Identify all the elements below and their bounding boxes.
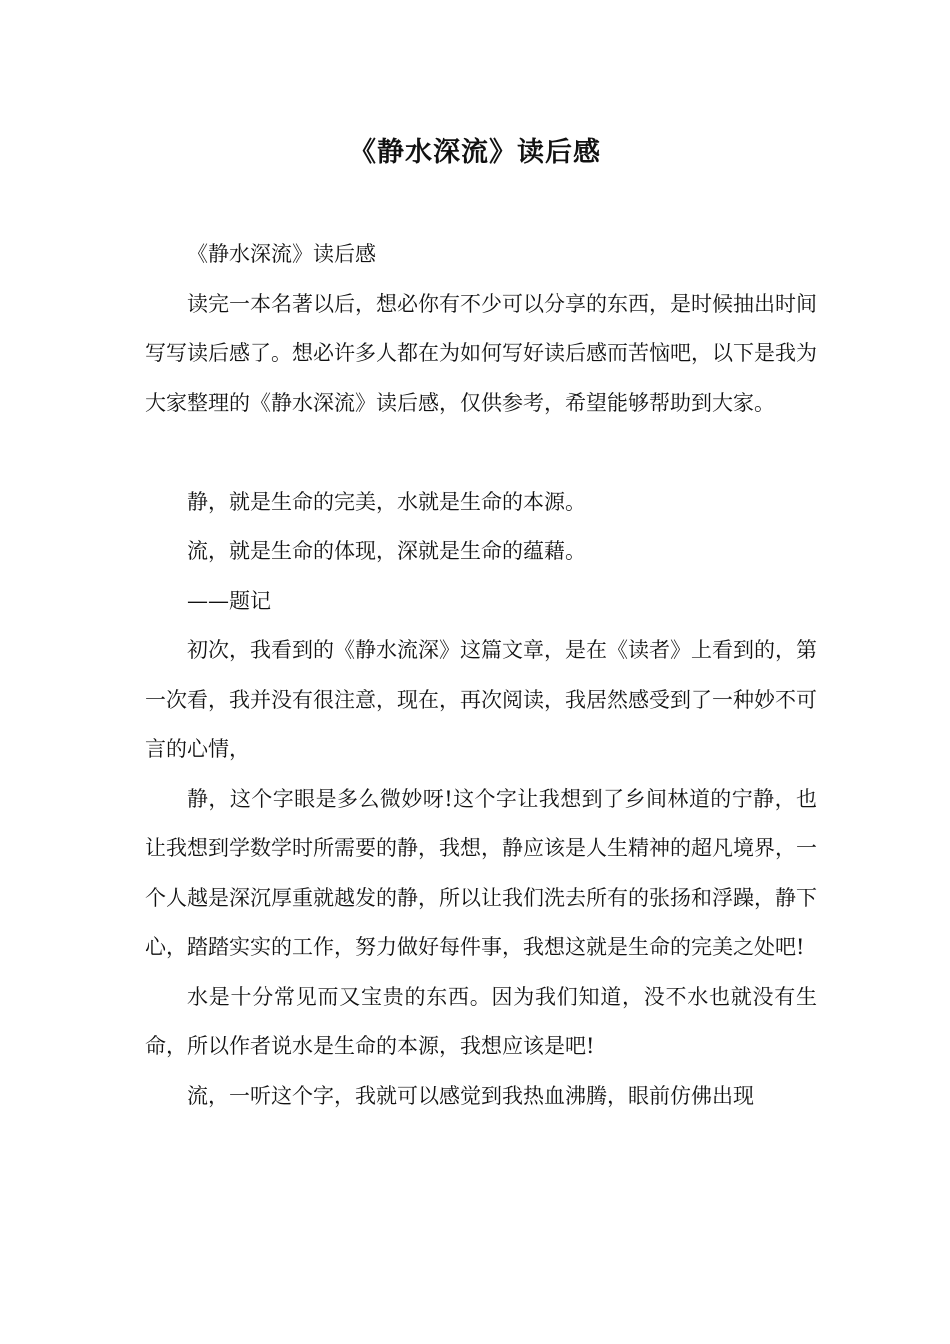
paragraph-epigraph-line-1: 静，就是生命的完美，水就是生命的本源。 (187, 489, 586, 514)
paragraph-subtitle: 《静水深流》读后感 (187, 242, 376, 266)
blank-line (145, 428, 817, 478)
paragraph-epigraph-line-2: 流，就是生命的体现，深就是生命的蕴藉。 (187, 539, 586, 563)
paragraph-body-3: 水是十分常见而又宝贵的东西。因为我们知道，没不水也就没有生命，所以作者说水是生命的本源，我想应该是吧! (145, 984, 817, 1058)
paragraph-body-4: 流，一听这个字，我就可以感觉到我热血沸腾，眼前仿佛出现 (187, 1083, 754, 1108)
document-body (145, 230, 817, 1121)
document-title: 《静水深流》读后感 (349, 137, 601, 168)
paragraph-body-1: 初次，我看到的《静水流深》这篇文章，是在《读者》上看到的，第一次看，我并没有很注意，现在，再次阅读，我居然感受到了一种妙不可言的心情， (145, 638, 817, 761)
paragraph-epigraph-attribution: ——题记 (187, 588, 271, 613)
paragraph-body-2: 静，这个字眼是多么微妙呀!这个字让我想到了乡间林道的宁静，也让我想到学数学时所需要的静，我想，静应该是人生精神的超凡境界，一个人越是深沉厚重就越发的静，所以让我们洗去所有的张扬和浮躁，静下心，踏踏实实的工作，努力做好每件事，我想这就是生命的完美之处吧! (145, 786, 817, 959)
paragraph-intro: 读完一本名著以后，想必你有不少可以分享的东西，是时候抽出时间写写读后感了。想必许多人都在为如何写好读后感而苦恼吧，以下是我为大家整理的《静水深流》读后感，仅供参考，希望能够帮助到大家。 (145, 291, 817, 415)
